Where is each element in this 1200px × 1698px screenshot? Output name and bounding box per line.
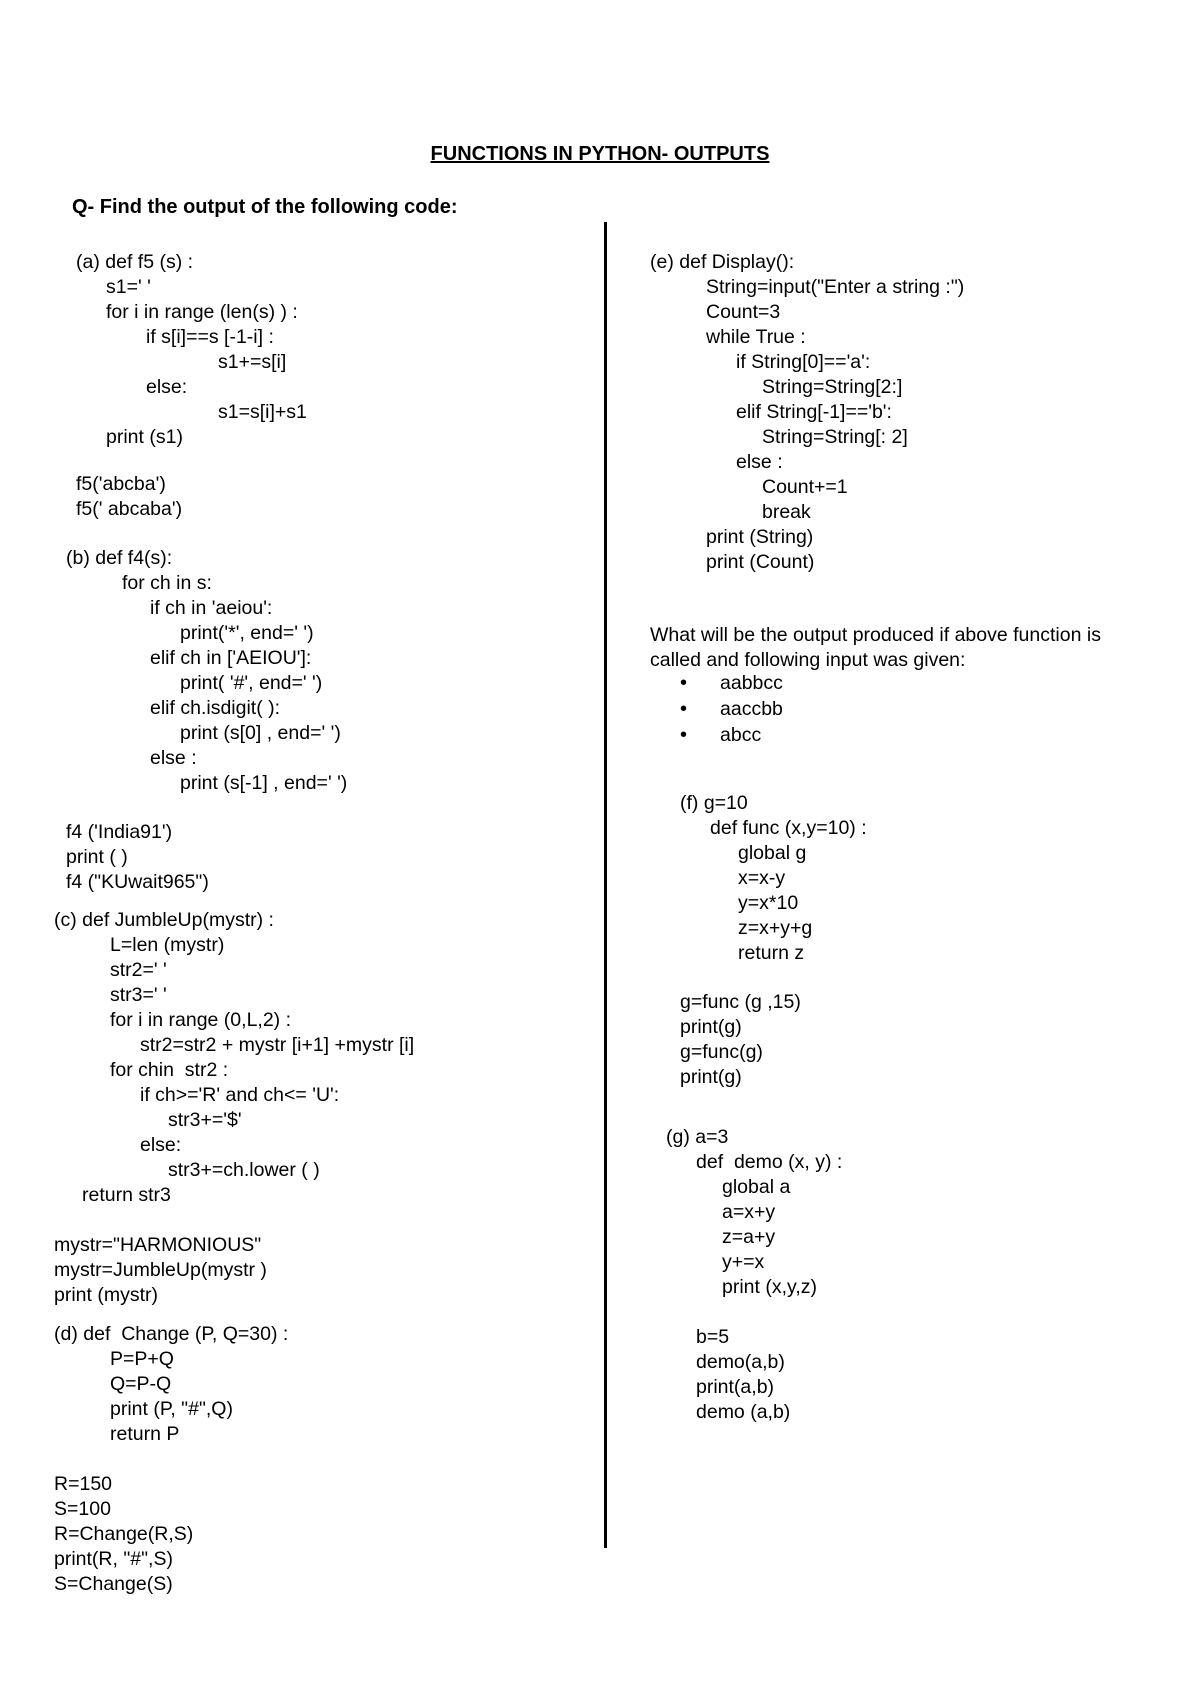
code-line: return P: [110, 1423, 180, 1445]
code-line: def func (x,y=10) :: [710, 817, 867, 839]
code-line: else:: [140, 1134, 182, 1156]
code-line: (f) g=10: [680, 792, 748, 814]
code-line: s1+=s[i]: [218, 351, 287, 373]
code-line: for i in range (len(s) ) :: [106, 301, 298, 323]
input-item: • abcc: [680, 722, 783, 748]
code-line: b=5: [696, 1326, 730, 1348]
code-line: g=func (g ,15): [680, 991, 801, 1013]
code-line: if s[i]==s [-1-i] :: [146, 326, 274, 348]
input-item: • aabbcc: [680, 670, 783, 696]
code-line: print (s[-1] , end=' '): [180, 772, 348, 794]
code-line: str3=' ': [110, 984, 167, 1006]
code-line: print(g): [680, 1016, 742, 1038]
code-line: if ch in 'aeiou':: [150, 597, 273, 619]
code-line: for chin str2 :: [110, 1059, 229, 1081]
code-line: else :: [736, 451, 783, 473]
code-line: break: [762, 501, 811, 523]
code-line: s1=s[i]+s1: [218, 401, 307, 423]
code-line: elif String[-1]=='b':: [736, 401, 892, 423]
code-line: String=String[: 2]: [762, 426, 908, 448]
question-heading: Q- Find the output of the following code:: [72, 196, 458, 218]
code-line: print (s[0] , end=' '): [180, 722, 341, 744]
code-line: g=func(g): [680, 1041, 763, 1063]
code-line: (g) a=3: [666, 1126, 729, 1148]
code-line: elif ch in ['AEIOU']:: [150, 647, 312, 669]
input-item: • aaccbb: [680, 696, 783, 722]
code-line: S=100: [54, 1498, 111, 1520]
code-line: mystr="HARMONIOUS": [54, 1234, 262, 1256]
code-line: What will be the output produced if above function is: [650, 624, 1101, 646]
code-line: if String[0]=='a':: [736, 351, 871, 373]
code-line: print (P, "#",Q): [110, 1398, 233, 1420]
column-divider: [604, 222, 607, 1548]
code-line: (c) def JumbleUp(mystr) :: [54, 909, 274, 931]
code-line: print (x,y,z): [722, 1276, 817, 1298]
code-line: x=x-y: [738, 867, 786, 889]
code-line: return z: [738, 942, 805, 964]
code-line: str3+='$': [168, 1109, 242, 1131]
code-line: while True :: [706, 326, 806, 348]
code-line: if ch>='R' and ch<= 'U':: [140, 1084, 340, 1106]
code-line: mystr=JumbleUp(mystr ): [54, 1259, 267, 1281]
code-line: String=String[2:]: [762, 376, 903, 398]
code-line: print(R, "#",S): [54, 1548, 173, 1570]
code-line: else :: [150, 747, 197, 769]
code-line: y=x*10: [738, 892, 799, 914]
code-line: str2=str2 + mystr [i+1] +mystr [i]: [140, 1034, 415, 1056]
code-line: print ( ): [66, 846, 128, 868]
code-line: str3+=ch.lower ( ): [168, 1159, 320, 1181]
input-list: [680, 670, 783, 748]
code-line: Count=3: [706, 301, 781, 323]
code-line: z=a+y: [722, 1226, 776, 1248]
code-line: S=Change(S): [54, 1573, 173, 1595]
code-line: global a: [722, 1176, 791, 1198]
code-line: for i in range (0,L,2) :: [110, 1009, 292, 1031]
code-line: y+=x: [722, 1251, 765, 1273]
code-line: L=len (mystr): [110, 934, 225, 956]
code-line: else:: [146, 376, 188, 398]
code-line: for ch in s:: [122, 572, 212, 594]
code-line: f4 ("KUwait965"): [66, 871, 209, 893]
code-line: demo(a,b): [696, 1351, 785, 1373]
code-line: print (String): [706, 526, 814, 548]
code-line: print('*', end=' '): [180, 622, 314, 644]
code-line: print(g): [680, 1066, 742, 1088]
page-title: FUNCTIONS IN PYTHON- OUTPUTS: [430, 143, 770, 165]
code-line: z=x+y+g: [738, 917, 813, 939]
code-line: f5('abcba'): [76, 473, 166, 495]
code-line: String=input("Enter a string :"): [706, 276, 965, 298]
code-line: f4 ('India91'): [66, 821, 173, 843]
code-line: s1=' ': [106, 276, 151, 298]
code-line: print (mystr): [54, 1284, 158, 1306]
code-line: def demo (x, y) :: [696, 1151, 843, 1173]
code-line: (e) def Display():: [650, 251, 795, 273]
code-line: print( '#', end=' '): [180, 672, 323, 694]
code-line: (b) def f4(s):: [66, 547, 173, 569]
code-line: print (Count): [706, 551, 815, 573]
code-line: P=P+Q: [110, 1348, 174, 1370]
code-line: (d) def Change (P, Q=30) :: [54, 1323, 289, 1345]
code-line: f5(' abcaba'): [76, 498, 183, 520]
code-line: a=x+y: [722, 1201, 776, 1223]
code-line: demo (a,b): [696, 1401, 791, 1423]
code-line: R=Change(R,S): [54, 1523, 194, 1545]
code-line: R=150: [54, 1473, 113, 1495]
code-line: print(a,b): [696, 1376, 775, 1398]
code-line: print (s1): [106, 426, 183, 448]
code-line: elif ch.isdigit( ):: [150, 697, 281, 719]
code-line: return str3: [82, 1184, 171, 1206]
code-line: Count+=1: [762, 476, 848, 498]
code-line: (a) def f5 (s) :: [76, 251, 194, 273]
code-line: Q=P-Q: [110, 1373, 172, 1395]
code-line: global g: [738, 842, 807, 864]
code-line: str2=' ': [110, 959, 167, 981]
code-line: called and following input was given:: [650, 649, 966, 671]
